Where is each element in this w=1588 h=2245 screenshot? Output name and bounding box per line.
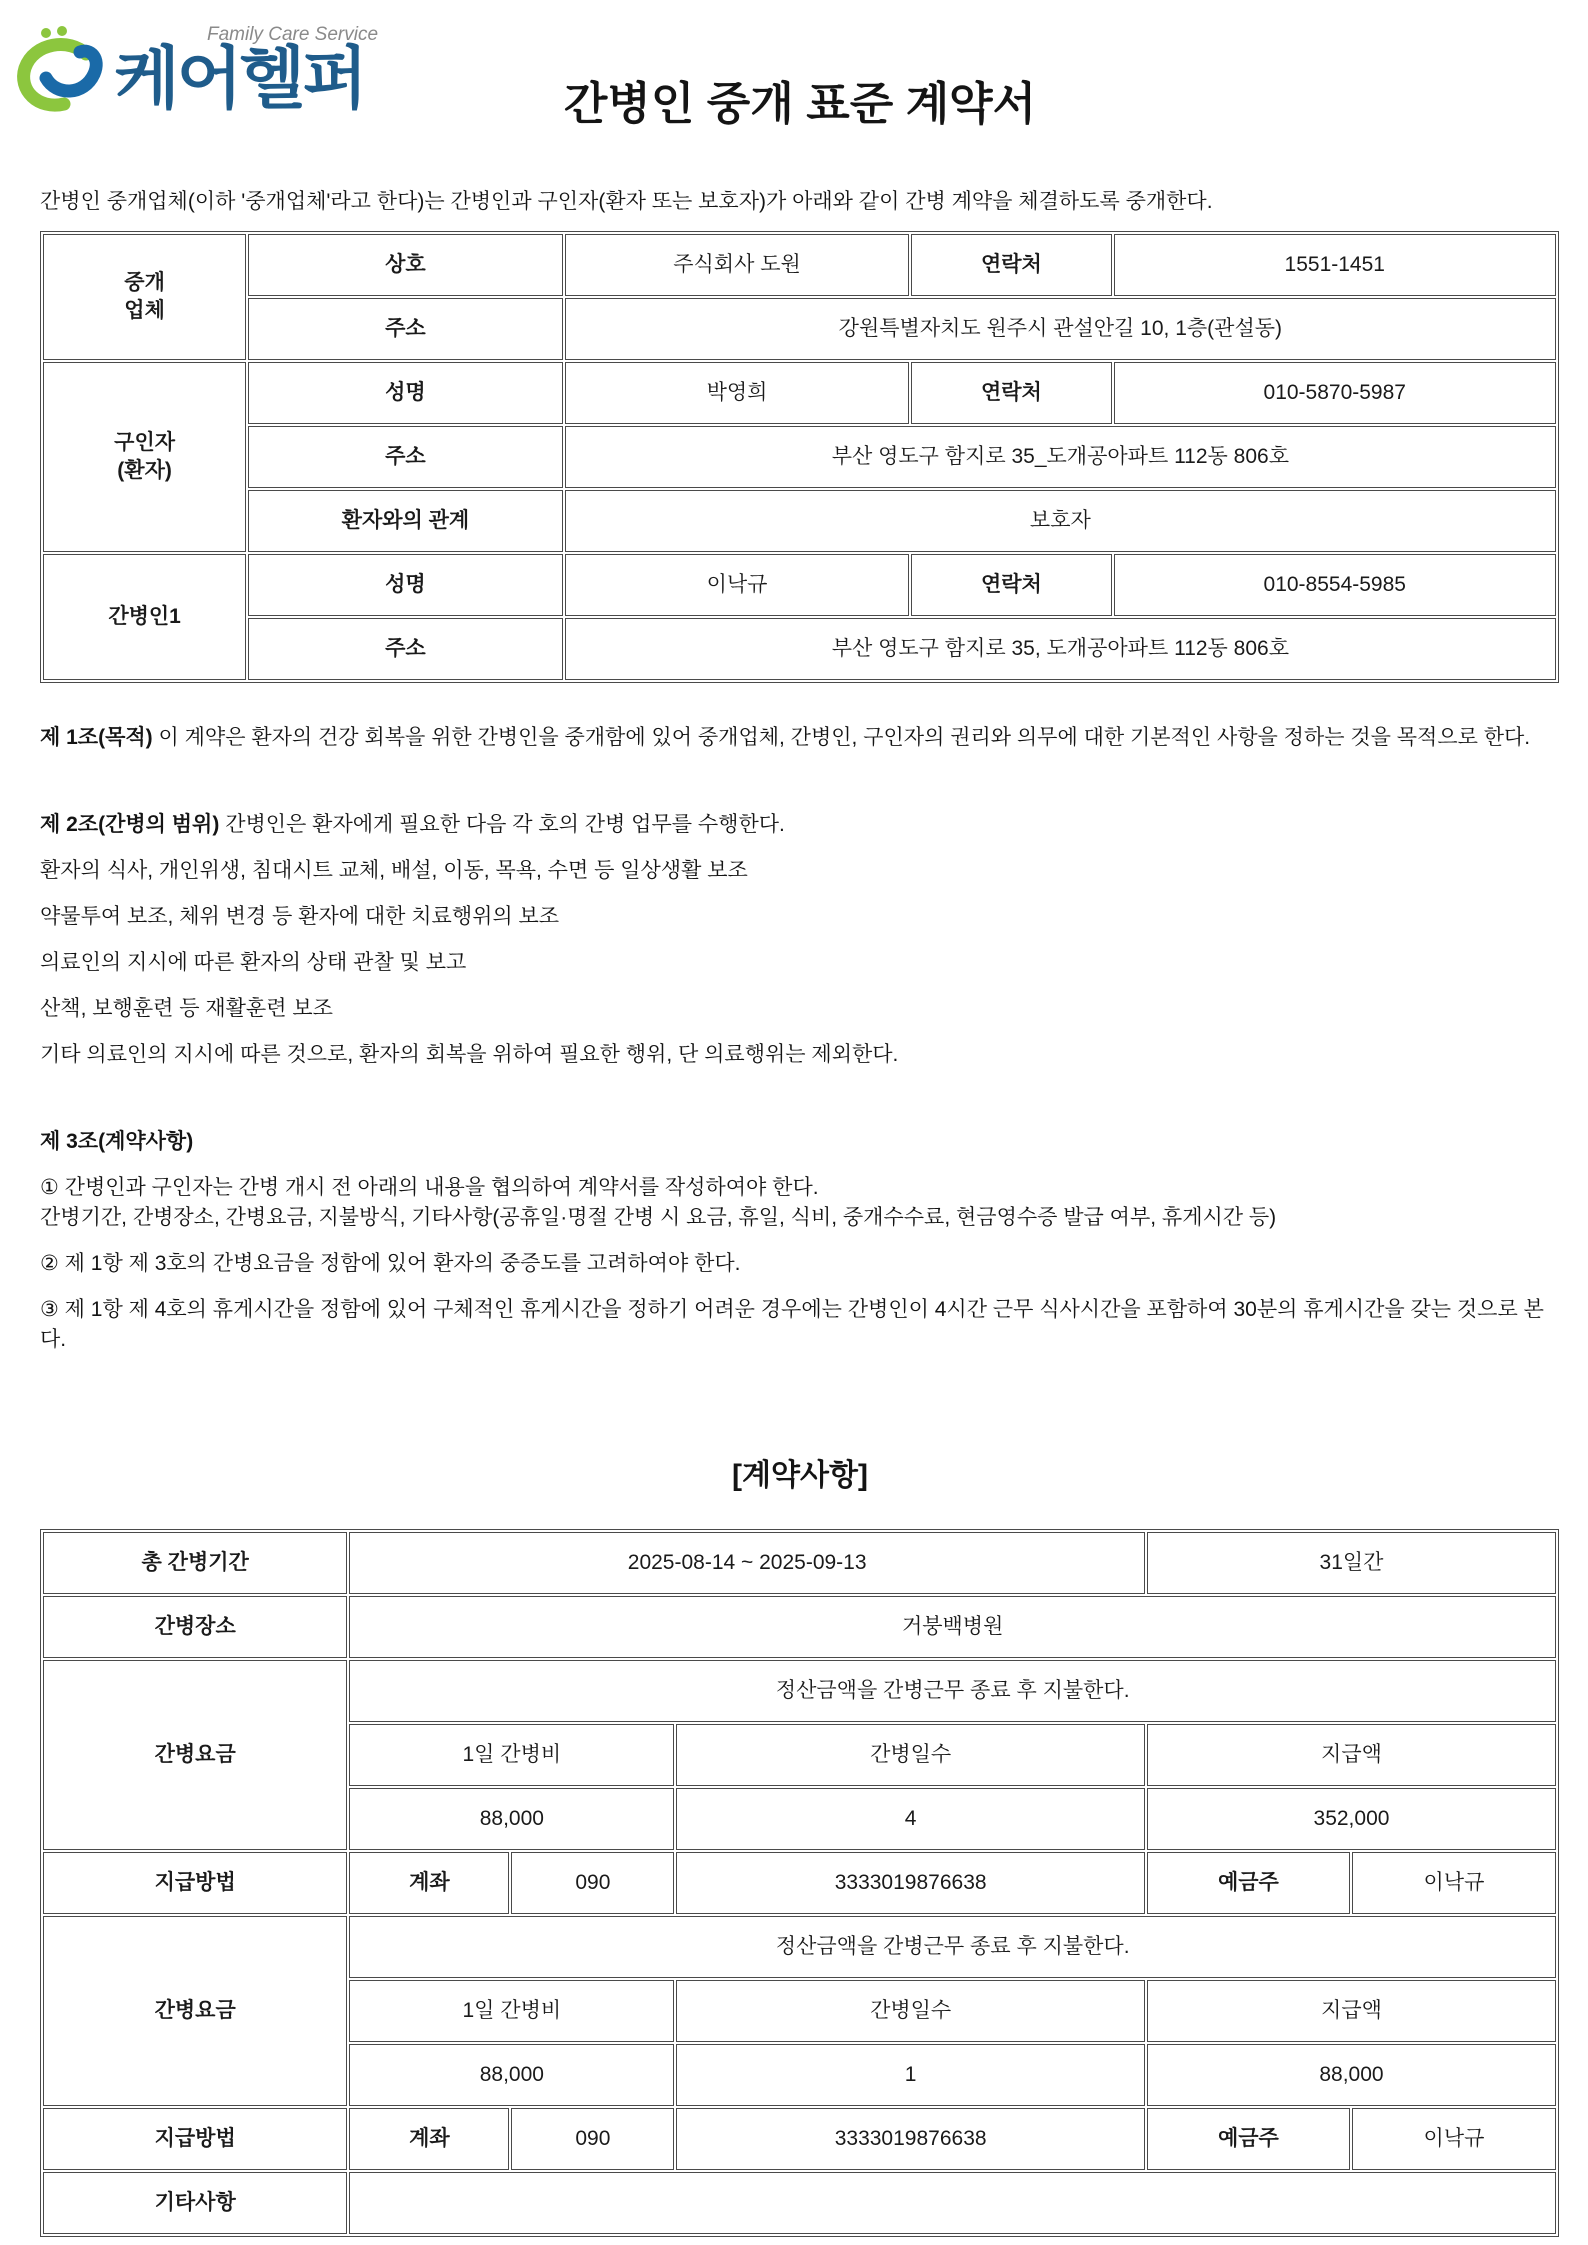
client-row-relation <box>43 490 1556 552</box>
other-label: 기타사항 <box>43 2172 347 2234</box>
fee-2-note: 정산금액을 간병근무 종료 후 지불한다. <box>349 1916 1556 1978</box>
period-days-value: 31일간 <box>1147 1532 1556 1594</box>
caregiver-row-name <box>43 554 1556 616</box>
fee-1-label: 간병요금 <box>43 1660 347 1850</box>
broker-row-address <box>43 298 1556 360</box>
contract-heading: [계약사항] <box>732 1459 868 1492</box>
caregiver-address-label: 주소 <box>248 618 563 680</box>
articles <box>40 723 1559 1355</box>
article-1-title: 제 1조(목적) <box>40 726 153 749</box>
article-2-title: 제 2조(간병의 범위) <box>40 813 220 836</box>
article-2 <box>40 810 1559 1070</box>
client-contact-label: 연락처 <box>911 362 1111 424</box>
fee-1-daily-rate-label: 1일 간병비 <box>349 1724 674 1786</box>
fee-1-days: 4 <box>676 1788 1145 1850</box>
payment-2-type: 계좌 <box>349 2108 509 2170</box>
article-2-text: 간병인은 환자에게 필요한 다음 각 호의 간병 업무를 수행한다. <box>225 813 785 836</box>
payment-2-bank-code: 090 <box>511 2108 674 2170</box>
fee-2-days-label: 간병일수 <box>676 1980 1145 2042</box>
contract-table <box>40 1529 1559 2237</box>
payment-1-bank-code: 090 <box>511 1852 674 1914</box>
article-2-item: 기타 의료인의 지시에 따른 것으로, 환자의 회복을 위하여 필요한 행위, 단 의료행위는 제외한다. <box>40 1043 899 1066</box>
article-2-item: 환자의 식사, 개인위생, 침대시트 교체, 배설, 이동, 목욕, 수면 등 일상생활 보조 <box>40 859 748 882</box>
caregiver-name-value: 이낙규 <box>565 554 910 616</box>
article-3 <box>40 1127 1559 1355</box>
other-row <box>43 2172 1556 2234</box>
client-contact-value: 010-5870-5987 <box>1114 362 1557 424</box>
client-address-label: 주소 <box>248 426 563 488</box>
caregiver-address-value: 부산 영도구 함지로 35, 도개공아파트 112동 806호 <box>565 618 1556 680</box>
article-3-title: 제 3조(계약사항) <box>40 1130 194 1153</box>
document-title: 간병인 중개 표준 계약서 <box>563 78 1037 129</box>
client-relation-label: 환자와의 관계 <box>248 490 563 552</box>
broker-contact-label: 연락처 <box>911 234 1111 296</box>
client-row-address <box>43 426 1556 488</box>
article-1 <box>40 723 1559 753</box>
fee-2-daily-rate: 88,000 <box>349 2044 674 2106</box>
broker-row-name <box>43 234 1556 296</box>
fee-1-note-row <box>43 1660 1556 1722</box>
article-3-clause-1 <box>40 1173 1559 1233</box>
caregiver-name-label: 성명 <box>248 554 563 616</box>
client-address-value: 부산 영도구 함지로 35_도개공아파트 112동 806호 <box>565 426 1556 488</box>
place-value: 거붕백병원 <box>349 1596 1556 1658</box>
fee-2-note-row <box>43 1916 1556 1978</box>
payment-1-holder-label: 예금주 <box>1147 1852 1350 1914</box>
client-section-label <box>43 362 246 552</box>
fee-1-note: 정산금액을 간병근무 종료 후 지불한다. <box>349 1660 1556 1722</box>
fee-2-label: 간병요금 <box>43 1916 347 2106</box>
fee-1-days-label: 간병일수 <box>676 1724 1145 1786</box>
article-3-clause-3: ③ 제 1항 제 4호의 휴게시간을 정함에 있어 구체적인 휴게시간을 정하기 어려운 경우에는 간병인이 4시간 근무 식사시간을 포함하여 30분의 휴게시간을 갖는 것으로 본다. <box>40 1298 1544 1351</box>
payment-1-row <box>43 1852 1556 1914</box>
broker-name-value: 주식회사 도원 <box>565 234 910 296</box>
article-2-item: 의료인의 지시에 따른 환자의 상태 관찰 및 보고 <box>40 951 467 974</box>
article-1-paragraph <box>40 723 1559 753</box>
client-row-name <box>43 362 1556 424</box>
fee-1-amount-label: 지급액 <box>1147 1724 1556 1786</box>
caregiver-contact-label: 연락처 <box>911 554 1111 616</box>
logo-wordmark: 케어헬퍼 <box>114 41 365 117</box>
payment-2-label: 지급방법 <box>43 2108 347 2170</box>
broker-address-value: 강원특별자치도 원주시 관설안길 10, 1층(관설동) <box>565 298 1556 360</box>
client-name-value: 박영희 <box>565 362 910 424</box>
client-label-line2: (환자) <box>117 459 172 482</box>
payment-2-holder: 이낙규 <box>1352 2108 1556 2170</box>
client-name-label: 성명 <box>248 362 563 424</box>
payment-1-label: 지급방법 <box>43 1852 347 1914</box>
other-value <box>349 2172 1556 2234</box>
payment-1-holder: 이낙규 <box>1352 1852 1556 1914</box>
payment-2-account: 3333019876638 <box>676 2108 1145 2170</box>
caregiver-row-address <box>43 618 1556 680</box>
payment-1-account: 3333019876638 <box>676 1852 1145 1914</box>
fee-1-daily-rate: 88,000 <box>349 1788 674 1850</box>
client-label-line1: 구인자 <box>114 431 176 454</box>
article-2-item: 산책, 보행훈련 등 재활훈련 보조 <box>40 997 333 1020</box>
parties-table <box>40 231 1559 683</box>
place-row <box>43 1596 1556 1658</box>
period-value: 2025-08-14 ~ 2025-09-13 <box>349 1532 1145 1594</box>
broker-address-label: 주소 <box>248 298 563 360</box>
fee-2-amount-label: 지급액 <box>1147 1980 1556 2042</box>
period-row <box>43 1532 1556 1594</box>
article-3-clause-1-sub: 간병기간, 간병장소, 간병요금, 지불방식, 기타사항(공휴일·명절 간병 시 요금, 휴일, 식비, 중개수수료, 현금영수증 발급 여부, 휴게시간 등) <box>40 1206 1277 1229</box>
client-relation-value: 보호자 <box>565 490 1556 552</box>
payment-2-holder-label: 예금주 <box>1147 2108 1350 2170</box>
broker-label-line1: 중개 <box>124 271 165 294</box>
article-3-clause-2: ② 제 1항 제 3호의 간병요금을 정함에 있어 환자의 중증도를 고려하여야 한다. <box>40 1252 741 1275</box>
fee-2-daily-rate-label: 1일 간병비 <box>349 1980 674 2042</box>
article-3-paragraph <box>40 1127 1559 1157</box>
place-label: 간병장소 <box>43 1596 347 1658</box>
caregiver-section-label: 간병인1 <box>43 554 246 680</box>
broker-contact-value: 1551-1451 <box>1114 234 1557 296</box>
fee-2-amount: 88,000 <box>1147 2044 1556 2106</box>
article-3-clause-1-text: ① 간병인과 구인자는 간병 개시 전 아래의 내용을 협의하여 계약서를 작성하여야 한다. <box>40 1176 819 1199</box>
article-1-text: 이 계약은 환자의 건강 회복을 위한 간병인을 중개함에 있어 중개업체, 간병인, 구인자의 권리와 의무에 대한 기본적인 사항을 정하는 것을 목적으로 한다. <box>158 726 1531 749</box>
fee-1-amount: 352,000 <box>1147 1788 1556 1850</box>
logo-tagline: Family Care Service <box>207 24 379 45</box>
broker-name-label: 상호 <box>248 234 563 296</box>
payment-1-type: 계좌 <box>349 1852 509 1914</box>
fee-2-days: 1 <box>676 2044 1145 2106</box>
period-label: 총 간병기간 <box>43 1532 347 1594</box>
intro-text: 간병인 중개업체(이하 '중개업체'라고 한다)는 간병인과 구인자(환자 또는 보호자)가 아래와 같이 간병 계약을 체결하도록 중개한다. <box>40 190 1213 213</box>
caregiver-contact-value: 010-8554-5985 <box>1114 554 1557 616</box>
broker-section-label <box>43 234 246 360</box>
broker-label-line2: 업체 <box>124 299 165 322</box>
article-2-item: 약물투여 보조, 체위 변경 등 환자에 대한 치료행위의 보조 <box>40 905 560 928</box>
article-2-paragraph <box>40 810 1559 840</box>
payment-2-row <box>43 2108 1556 2170</box>
